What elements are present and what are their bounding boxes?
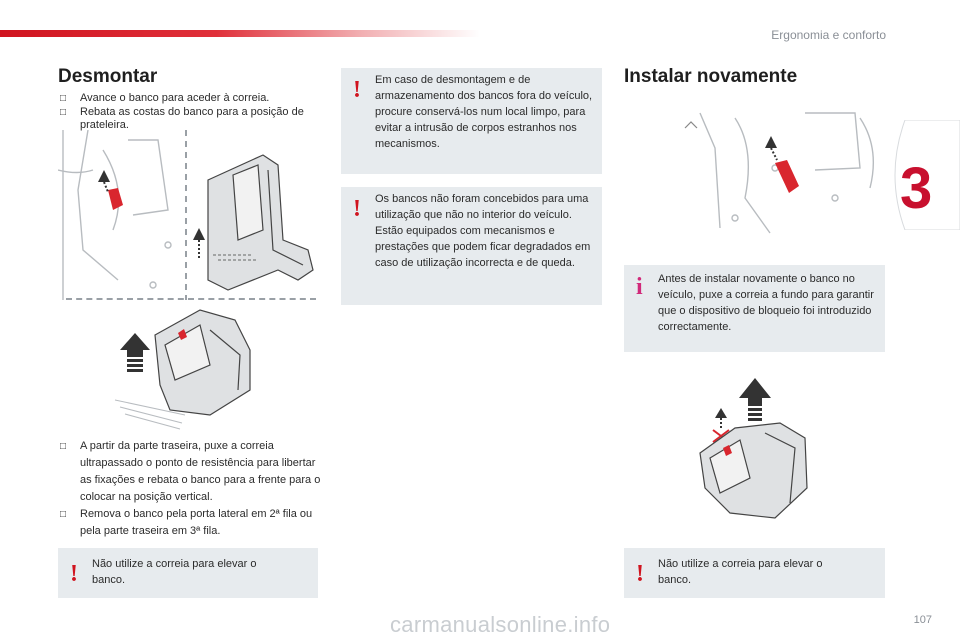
warning-text: Não utilize a correia para elevar o banco. — [658, 558, 823, 586]
checkbox-bullet-icon: □ — [60, 509, 67, 520]
exclamation-icon: ! — [353, 196, 361, 222]
section-title-remove: Desmontar — [58, 66, 158, 87]
steps-list-top — [58, 92, 323, 133]
strap-pull-illustration — [675, 108, 885, 238]
warning-box-left — [58, 548, 318, 598]
divider — [66, 298, 316, 302]
exclamation-icon: ! — [70, 561, 78, 587]
exclamation-icon: ! — [636, 561, 644, 587]
info-box — [624, 265, 885, 352]
info-text: Antes de instalar novamente o banco no veículo, puxe a correia a fundo para garantir que o dispositivo de bloqueio foi introduzido correctamente. — [658, 273, 874, 333]
warning-text: Em caso de desmontagem e de armazenamento dos bancos fora do veículo, procure conservá-los num local limpo, para evitar a intrusão de corpos estranhos nos mecanismos. — [375, 74, 593, 150]
warning-text: Os bancos não foram concebidos para uma utilização que não no interior do veículo. Estão equipados com mecanismos e prestações que podem ficar degradados em caso de utilização incorrecta e de queda. — [375, 193, 591, 269]
list-item: □ A partir da parte traseira, puxe a correia ultrapassado o ponto de resistência para libertar as fixações e rebata o banco para a frente para o colocar na posição vertical. — [60, 440, 321, 503]
steps-list-bottom — [58, 438, 323, 540]
list-item: □ Remova o banco pela porta lateral em 2ª fila ou pela parte traseira em 3ª fila. — [60, 508, 313, 537]
seat-fold-illustration — [58, 130, 318, 305]
warning-box-right — [624, 548, 885, 598]
header-accent-bar — [0, 30, 480, 37]
warning-text: Não utilize a correia para elevar o banco. — [92, 558, 257, 586]
seat-reinstall-illustration — [695, 368, 825, 533]
section-title-reinstall: Instalar novamente — [624, 66, 798, 87]
seat-lift-illustration — [110, 305, 260, 430]
watermark: carmanualsonline.info — [390, 612, 611, 637]
section-header: Ergonomia e conforto — [771, 28, 886, 42]
list-item: □ Avance o banco para aceder à correia. — [60, 92, 270, 104]
warning-box-storage — [341, 68, 602, 174]
checkbox-bullet-icon: □ — [60, 441, 67, 452]
list-item: □ Rebata as costas do banco para a posição de prateleira. — [60, 105, 304, 131]
page-number: 107 — [913, 614, 932, 626]
info-icon: i — [636, 274, 643, 300]
chapter-number: 3 — [900, 156, 933, 221]
exclamation-icon: ! — [353, 77, 361, 103]
checkbox-bullet-icon: □ — [60, 93, 67, 104]
warning-box-usage — [341, 187, 602, 305]
checkbox-bullet-icon: □ — [60, 106, 67, 118]
